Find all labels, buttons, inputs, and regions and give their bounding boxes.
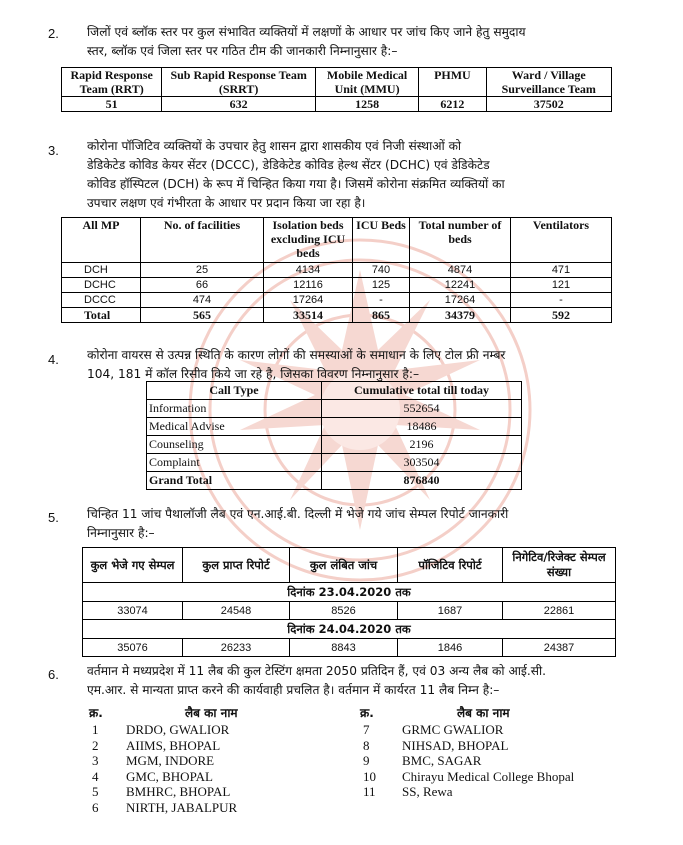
header-cell: PHMU	[419, 68, 486, 97]
table-row	[83, 639, 616, 657]
lab-number: 9	[363, 753, 370, 768]
list-item	[92, 800, 237, 816]
table-cell: -	[353, 293, 410, 308]
table-cell: 12241	[410, 278, 511, 293]
lab-name: BMC, SAGAR	[402, 753, 482, 768]
table-cell: 4874	[410, 263, 511, 278]
section-number: 3.	[48, 143, 59, 158]
lab-number: 2	[92, 737, 99, 753]
lab-number: 8	[363, 737, 370, 753]
list-item	[363, 769, 574, 785]
table-cell: 1258	[315, 97, 418, 112]
section-6-paragraph	[87, 662, 622, 700]
list-item	[92, 753, 237, 769]
date-heading: दिनांक 24.04.2020 तक	[83, 620, 616, 639]
table-cell: 592	[511, 308, 612, 323]
lab-name: NIHSAD, BHOPAL	[402, 737, 509, 753]
table-cell: -	[511, 293, 612, 308]
lab-number-header: क्र.	[89, 706, 103, 720]
table-cell: 6212	[419, 97, 486, 112]
table-cell: 51	[62, 97, 162, 112]
lab-name: GRMC GWALIOR	[402, 722, 504, 737]
header-cell: Ward / Village Surveillance Team	[486, 68, 611, 97]
lab-number-header: क्र.	[360, 706, 374, 720]
table-cell: 8526	[290, 602, 398, 620]
lab-name: DRDO, GWALIOR	[126, 722, 230, 737]
lab-list-left	[92, 722, 237, 815]
table-cell: 125	[353, 278, 410, 293]
calls-table	[146, 381, 522, 490]
lab-number: 5	[92, 784, 99, 799]
section-number: 4.	[48, 352, 59, 367]
paragraph-line: निम्नानुसार है:–	[87, 526, 155, 540]
table-cell: 1846	[398, 639, 503, 657]
table-cell: 565	[141, 308, 264, 323]
table-cell: Grand Total	[147, 472, 322, 490]
table-row	[147, 400, 522, 418]
header-cell: कुल भेजे गए सेम्पल	[83, 548, 183, 583]
table-cell: 121	[511, 278, 612, 293]
section-3-paragraph	[87, 137, 622, 213]
table-cell: 8843	[290, 639, 398, 657]
section-number: 6.	[48, 667, 59, 682]
table-row	[62, 263, 612, 278]
paragraph-line: एम.आर. से मान्यता प्राप्त करने की कार्यवाही प्रचलित है। वर्तमान में कार्यरत 11 लैब निम्न है:–	[87, 683, 500, 697]
table-cell: 17264	[410, 293, 511, 308]
table-cell: 33074	[83, 602, 183, 620]
list-item	[92, 769, 237, 785]
table-row	[147, 418, 522, 436]
table-row	[147, 454, 522, 472]
table-cell: 12116	[264, 278, 353, 293]
table-cell: 4134	[264, 263, 353, 278]
table-cell: 865	[353, 308, 410, 323]
table-cell: 17264	[264, 293, 353, 308]
table-cell: 25	[141, 263, 264, 278]
lab-name: Chirayu Medical College Bhopal	[402, 768, 575, 784]
header-cell: कुल लंबित जांच	[290, 548, 398, 583]
header-cell: ICU Beds	[353, 218, 410, 263]
list-item	[92, 784, 237, 800]
table-cell: DCH	[62, 263, 141, 278]
paragraph-line: वर्तमान मे मध्यप्रदेश में 11 लैब की कुल टेस्टिंग क्षमता 2050 प्रतिदिन हैं, एवं 03 अन्य लैब को आई.सी.	[87, 664, 547, 678]
table-cell: 37502	[486, 97, 611, 112]
header-cell: Mobile Medical Unit (MMU)	[315, 68, 418, 97]
header-cell: Cumulative total till today	[322, 382, 522, 400]
table-cell: 35076	[83, 639, 183, 657]
list-item	[363, 738, 574, 754]
table-cell: 303504	[322, 454, 522, 472]
section-4-paragraph	[87, 346, 622, 384]
teams-table	[61, 67, 612, 112]
paragraph-line: उपचार लक्षण एवं गंभीरता के आधार पर प्रदान किया जा रहा है।	[87, 196, 366, 210]
table-cell: DCHC	[62, 278, 141, 293]
lab-name: AIIMS, BHOPAL	[126, 737, 221, 753]
section-5-paragraph	[87, 505, 622, 543]
table-cell: 632	[162, 97, 316, 112]
table-cell: 471	[511, 263, 612, 278]
table-cell: 876840	[322, 472, 522, 490]
table-cell: Complaint	[147, 454, 322, 472]
lab-name: SS, Rewa	[402, 784, 453, 799]
total-row	[62, 308, 612, 323]
table-cell: 740	[353, 263, 410, 278]
lab-number: 10	[363, 768, 376, 784]
table-cell: 24387	[503, 639, 616, 657]
lab-number: 1	[92, 722, 99, 737]
date-heading: दिनांक 23.04.2020 तक	[83, 583, 616, 602]
section-number: 2.	[48, 26, 59, 41]
table-row	[62, 293, 612, 308]
facilities-table	[61, 217, 612, 323]
table-row	[147, 436, 522, 454]
table-cell: 66	[141, 278, 264, 293]
samples-table	[82, 547, 616, 657]
table-cell: 26233	[183, 639, 290, 657]
section-2-paragraph	[87, 23, 622, 61]
lab-name: MGM, INDORE	[126, 753, 215, 768]
table-cell: 2196	[322, 436, 522, 454]
paragraph-line: कोविड हॉस्पिटल (DCH) के रूप में चिन्हित किया गया है। जिसमें कोरोना संक्रमित व्यक्तियों का	[87, 177, 505, 191]
table-cell: 34379	[410, 308, 511, 323]
table-cell: 18486	[322, 418, 522, 436]
section-number: 5.	[48, 510, 59, 525]
list-item	[92, 722, 237, 738]
header-cell: पॉजिटिव रिपोर्ट	[398, 548, 503, 583]
table-cell: 1687	[398, 602, 503, 620]
table-row	[83, 602, 616, 620]
header-cell: निगेटिव/रिजेक्ट सेम्पल संख्या	[503, 548, 616, 583]
header-cell: Rapid Response Team (RRT)	[62, 68, 162, 97]
lab-number: 3	[92, 753, 99, 768]
header-cell: All MP	[62, 218, 141, 263]
lab-name-header: लैब का नाम	[185, 706, 238, 720]
list-item	[92, 738, 237, 754]
table-row	[62, 278, 612, 293]
table-cell: 474	[141, 293, 264, 308]
header-cell: Isolation beds excluding ICU beds	[264, 218, 353, 263]
paragraph-line: स्तर, ब्लॉक एवं जिला स्तर पर गठित टीम की जानकारी निम्नानुसार है:–	[87, 44, 398, 58]
list-item	[363, 784, 574, 800]
lab-list-right	[363, 722, 574, 800]
lab-number: 7	[363, 722, 370, 737]
total-row	[147, 472, 522, 490]
table-cell: 552654	[322, 400, 522, 418]
table-cell: DCCC	[62, 293, 141, 308]
paragraph-line: 104, 181 में कॉल रिसीव किये जा रहे है, जिसका विवरण निम्नानुसार है:–	[87, 367, 420, 381]
table-cell: 24548	[183, 602, 290, 620]
table-cell: Medical Advise	[147, 418, 322, 436]
table-cell: 22861	[503, 602, 616, 620]
table-cell: Total	[62, 308, 141, 323]
lab-name-header: लैब का नाम	[457, 706, 510, 720]
lab-name: NIRTH, JABALPUR	[126, 799, 238, 815]
table-cell: 33514	[264, 308, 353, 323]
lab-number: 4	[92, 768, 99, 784]
list-item	[363, 753, 574, 769]
header-cell: Call Type	[147, 382, 322, 400]
paragraph-line: चिन्हित 11 जांच पैथालॉजी लैब एवं एन.आई.बी. दिल्ली में भेजे गये जांच सेम्पल रिपोर्ट जानकारी	[87, 507, 509, 521]
paragraph-line: कोरोना वायरस से उत्पन्न स्थिति के कारण लोगों की समस्याओं के समाधान के लिए टोल फ्री नम्बर	[87, 348, 506, 362]
header-cell: No. of facilities	[141, 218, 264, 263]
header-cell: Total number of beds	[410, 218, 511, 263]
lab-number: 11	[363, 784, 376, 799]
lab-number: 6	[92, 799, 99, 815]
table-cell: Information	[147, 400, 322, 418]
paragraph-line: कोरोना पॉजिटिव व्यक्तियों के उपचार हेतु शासन द्वारा शासकीय एवं निजी संस्थाओं को	[87, 139, 462, 153]
table-cell: Counseling	[147, 436, 322, 454]
paragraph-line: डेडिकेटेड कोविड केयर सेंटर (DCCC), डेडिकेटेड कोविड हेल्थ सेंटर (DCHC) एवं डेडिकेटेड	[87, 158, 490, 172]
lab-name: BMHRC, BHOPAL	[126, 784, 231, 799]
header-cell: Ventilators	[511, 218, 612, 263]
header-cell: कुल प्राप्त रिपोर्ट	[183, 548, 290, 583]
lab-name: GMC, BHOPAL	[126, 768, 213, 784]
list-item	[363, 722, 574, 738]
header-cell: Sub Rapid Response Team (SRRT)	[162, 68, 316, 97]
paragraph-line: जिलों एवं ब्लॉक स्तर पर कुल संभावित व्यक्तियों में लक्षणों के आधार पर जांच किए जाने हेतु समुदाय	[87, 25, 526, 39]
